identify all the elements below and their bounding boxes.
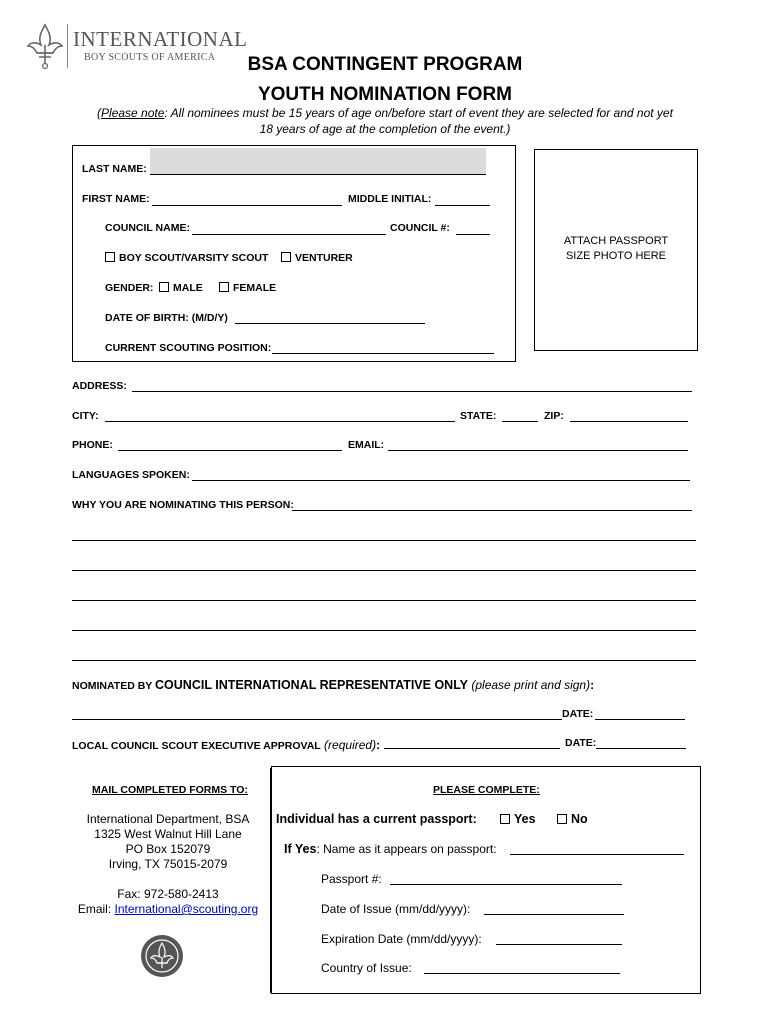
why-line-3[interactable] [72, 600, 696, 601]
logo-bsa: BOY SCOUTS OF AMERICA [84, 52, 216, 63]
complete-header: PLEASE COMPLETE: [433, 784, 540, 796]
position-label: CURRENT SCOUTING POSITION: [105, 342, 272, 354]
address-label: ADDRESS: [72, 380, 127, 392]
checkbox-icon[interactable] [281, 252, 291, 262]
zip-field[interactable] [570, 421, 688, 422]
phone-label: PHONE: [72, 439, 113, 451]
form-title-line2: YOUTH NOMINATION FORM [257, 84, 512, 105]
why-line-4[interactable] [72, 630, 696, 631]
city-label: CITY: [72, 410, 99, 422]
why-label: WHY YOU ARE NOMINATING THIS PERSON: [72, 499, 294, 511]
languages-field[interactable] [192, 480, 690, 481]
country-label: Country of Issue: [321, 961, 412, 975]
council-number-field[interactable] [456, 234, 490, 235]
zip-label: ZIP: [544, 410, 564, 422]
nominator-date-label: DATE: [562, 708, 594, 720]
checkbox-icon[interactable] [500, 814, 510, 824]
issue-date-label: Date of Issue (mm/dd/yyyy): [321, 902, 471, 916]
venturer-option[interactable]: VENTURER [281, 252, 353, 264]
passport-name-label: If Yes: Name as it appears on passport: [284, 842, 497, 856]
middle-initial-field[interactable] [435, 205, 490, 206]
approval-label: LOCAL COUNCIL SCOUT EXECUTIVE APPROVAL (required): [72, 738, 381, 752]
nominator-signature-field[interactable] [72, 719, 562, 720]
last-name-field[interactable] [150, 148, 486, 175]
passport-yes-option[interactable]: Yes [500, 812, 536, 826]
boy-scout-option[interactable]: BOY SCOUT/VARSITY SCOUT [105, 252, 268, 264]
mail-header: MAIL COMPLETED FORMS TO: [92, 784, 248, 796]
approval-signature-field[interactable] [384, 748, 560, 749]
dob-field[interactable] [235, 323, 425, 324]
passport-question: Individual has a current passport: [276, 812, 477, 826]
address-field[interactable] [132, 391, 692, 392]
email-field[interactable] [388, 450, 688, 451]
position-field[interactable] [272, 353, 494, 354]
male-option[interactable]: MALE [159, 282, 203, 294]
passport-no-option[interactable]: No [557, 812, 588, 826]
approval-date-label: DATE: [565, 737, 597, 749]
passport-name-field[interactable] [510, 854, 684, 855]
form-title-line1: BSA CONTINGENT PROGRAM [247, 54, 523, 75]
photo-instruction: ATTACH PASSPORT SIZE PHOTO HERE [563, 235, 669, 262]
languages-label: LANGUAGES SPOKEN: [72, 469, 190, 481]
council-name-label: COUNCIL NAME: [105, 222, 190, 234]
country-field[interactable] [424, 973, 620, 974]
email-link[interactable]: International@scouting.org [114, 902, 259, 916]
expiration-date-field[interactable] [496, 944, 622, 945]
why-line-2[interactable] [72, 570, 696, 571]
passport-number-field[interactable] [390, 884, 622, 885]
checkbox-icon[interactable] [219, 282, 229, 292]
mail-address: International Department, BSA 1325 West Walnut Hill Lane PO Box 152079 Irving, TX 75015-2079 Fax: 972-580-2413 Email: International@scouting.org [77, 812, 259, 916]
age-note-line2: 18 years of age at the completion of the event.) [259, 122, 511, 136]
gender-label: GENDER: [105, 282, 154, 294]
bsa-seal-logo [140, 934, 184, 978]
state-field[interactable] [502, 421, 538, 422]
nominator-date-field[interactable] [595, 719, 685, 720]
checkbox-icon[interactable] [105, 252, 115, 262]
middle-initial-label: MIDDLE INITIAL: [348, 193, 432, 205]
why-line-5[interactable] [72, 660, 696, 661]
issue-date-field[interactable] [484, 914, 624, 915]
last-name-label: LAST NAME: [82, 163, 147, 175]
age-note-line1: (Please note: All nominees must be 15 years of age on/before start of event they are selected for and not yet [97, 106, 673, 120]
female-option[interactable]: FEMALE [219, 282, 276, 294]
passport-number-label: Passport #: [321, 872, 382, 886]
expiration-date-label: Expiration Date (mm/dd/yyyy): [321, 932, 482, 946]
phone-field[interactable] [118, 450, 342, 451]
checkbox-icon[interactable] [557, 814, 567, 824]
state-label: STATE: [460, 410, 497, 422]
council-number-label: COUNCIL #: [390, 222, 450, 234]
dob-label: DATE OF BIRTH: (M/D/Y) [105, 312, 228, 324]
checkbox-icon[interactable] [159, 282, 169, 292]
first-name-label: FIRST NAME: [82, 193, 150, 205]
why-field[interactable] [292, 510, 692, 511]
city-field[interactable] [105, 421, 455, 422]
first-name-field[interactable] [152, 205, 342, 206]
why-line-1[interactable] [72, 540, 696, 541]
approval-date-field[interactable] [596, 748, 686, 749]
nominated-by-label: NOMINATED BY COUNCIL INTERNATIONAL REPRESENTATIVE ONLY (please print and sign): [72, 678, 595, 692]
logo-international: INTERNATIONAL [73, 27, 248, 51]
council-name-field[interactable] [192, 234, 386, 235]
email-label: EMAIL: [348, 439, 385, 451]
